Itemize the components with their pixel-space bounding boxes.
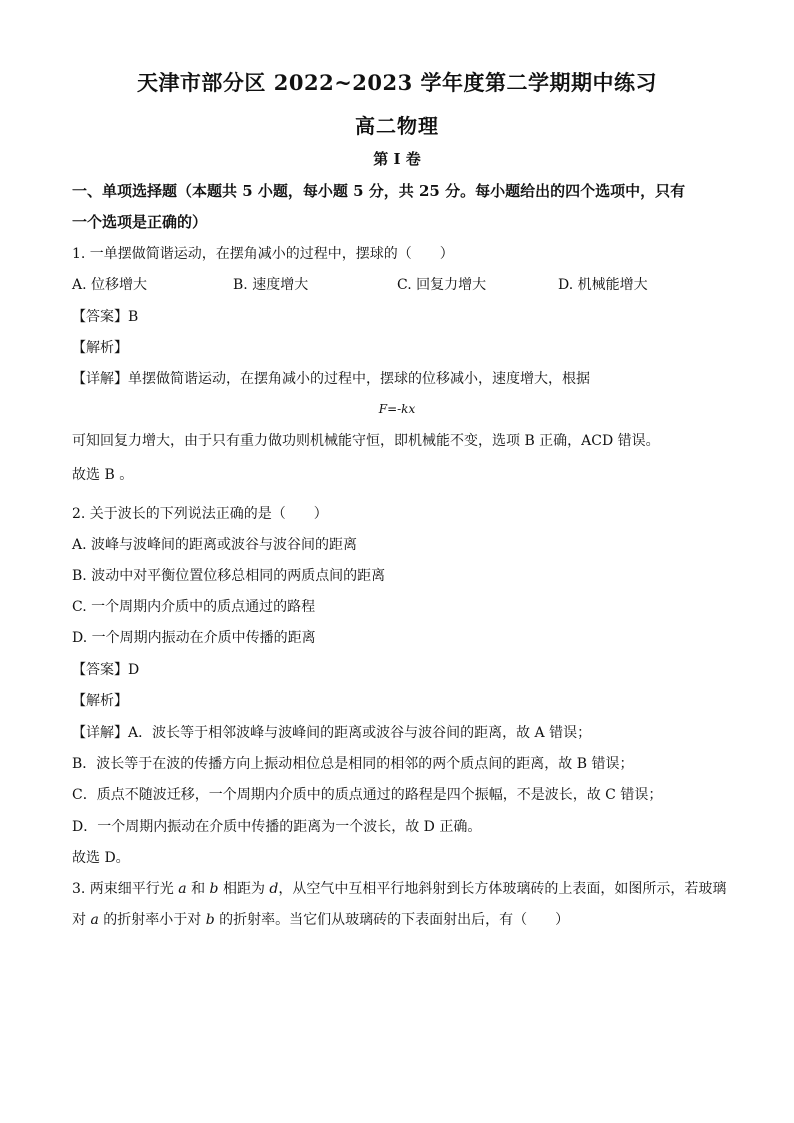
question-2-answer: 【答案】D bbox=[72, 662, 140, 678]
volume-label: 第 I 卷 bbox=[373, 150, 421, 168]
q3-text-2: 和 bbox=[186, 881, 210, 897]
question-2-detail-c: C．质点不随波迁移，一个周期内介质中的质点通过的路程是四个振幅，不是波长，故 C 错误； bbox=[72, 787, 663, 803]
section-heading-line1: 一、单项选择题（本题共 5 小题，每小题 5 分，共 25 分。每小题给出的四个选项中，只有 bbox=[72, 182, 686, 200]
question-1-option-d: D. 机械能增大 bbox=[558, 277, 648, 293]
q3-line2-text-2: 的折射率小于对 bbox=[98, 912, 206, 928]
question-1-answer: 【答案】B bbox=[72, 309, 139, 325]
question-1-option-b: B. 速度增大 bbox=[233, 277, 309, 293]
question-3-stem-line1 bbox=[72, 880, 726, 898]
exam-subject: 高二物理 bbox=[355, 114, 439, 138]
question-1-formula: F=-kx bbox=[378, 402, 416, 416]
question-1-detail-2: 可知回复力增大，由于只有重力做功则机械能守恒，即机械能不变，选项 B 正确，ACD 错误。 bbox=[72, 433, 660, 449]
question-2-option-b: B. 波动中对平衡位置位移总相同的两质点间的距离 bbox=[72, 568, 386, 584]
q3-line2-text-1: 对 bbox=[72, 912, 91, 928]
question-2-option-a: A. 波峰与波峰间的距离或波谷与波谷间的距离 bbox=[72, 537, 358, 553]
exam-title: 天津市部分区 2022~2023 学年度第二学期期中练习 bbox=[136, 70, 658, 95]
question-2-analysis-label: 【解析】 bbox=[72, 693, 128, 709]
q3-text-1: 3. 两束细平行光 bbox=[72, 881, 179, 897]
q3-line2-var-a: a bbox=[90, 912, 99, 928]
question-2-detail-a: 【详解】A．波长等于相邻波峰与波峰间的距离或波谷与波谷间的距离，故 A 错误； bbox=[72, 725, 592, 741]
question-2-detail-d: D．一个周期内振动在介质中传播的距离为一个波长，故 D 正确。 bbox=[72, 819, 482, 835]
question-2-stem: 2. 关于波长的下列说法正确的是（ ） bbox=[72, 506, 328, 522]
q3-var-b: b bbox=[209, 881, 219, 897]
question-1-detail: 【详解】单摆做简谐运动，在摆角减小的过程中，摆球的位移减小，速度增大，根据 bbox=[72, 371, 590, 387]
q3-var-a: a bbox=[178, 881, 187, 897]
question-2-detail-b: B．波长等于在波的传播方向上振动相位总是相同的相邻的两个质点间的距离，故 B 错误； bbox=[72, 756, 634, 772]
question-1-analysis-label: 【解析】 bbox=[72, 340, 128, 356]
q3-line2-text-3: 的折射率。当它们从玻璃砖的下表面射出后，有（ ） bbox=[214, 912, 570, 928]
section-heading-line2: 一个选项是正确的） bbox=[72, 213, 208, 231]
q3-line2-var-b: b bbox=[205, 912, 215, 928]
question-2-option-d: D. 一个周期内振动在介质中传播的距离 bbox=[72, 630, 316, 646]
question-1-conclusion: 故选 B 。 bbox=[72, 467, 134, 483]
q3-var-d: d bbox=[269, 881, 279, 897]
question-1-stem: 1. 一单摆做简谐运动，在摆角减小的过程中，摆球的（ ） bbox=[72, 246, 454, 262]
question-3-stem-line2 bbox=[72, 911, 569, 929]
q3-text-3: 相距为 bbox=[218, 881, 270, 897]
question-1-option-c: C. 回复力增大 bbox=[397, 277, 487, 293]
question-2-option-c: C. 一个周期内介质中的质点通过的路程 bbox=[72, 599, 316, 615]
question-1-option-a: A. 位移增大 bbox=[72, 277, 148, 293]
q3-text-4: ，从空气中互相平行地斜射到长方体玻璃砖的上表面，如图所示，若玻璃 bbox=[278, 881, 727, 897]
question-2-conclusion: 故选 D。 bbox=[72, 850, 130, 866]
